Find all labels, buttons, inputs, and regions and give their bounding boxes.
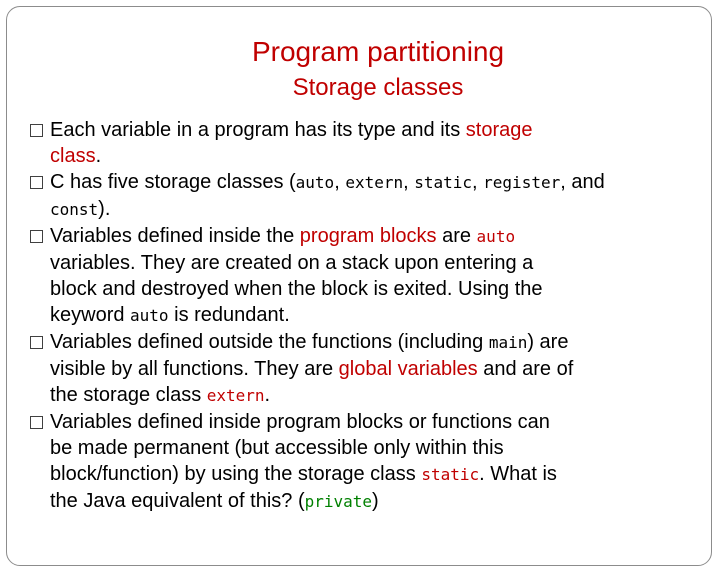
code-keyword: static (414, 173, 473, 192)
code-keyword: auto (130, 306, 169, 325)
highlight-text: class (50, 145, 96, 167)
code-keyword: auto (295, 173, 335, 192)
bullet-line: variables. They are created on a stack upon entering a (50, 252, 534, 274)
code-keyword: private (304, 492, 373, 511)
bullet-line: Variables defined inside program blocks or functions can (50, 411, 550, 433)
bullet-list (30, 117, 690, 515)
checkbox-bullet-icon (30, 416, 43, 429)
checkbox-bullet-icon (30, 336, 43, 349)
slide-title: Program partitioning (251, 36, 505, 67)
bullet-line: Variables defined inside the program blocks are auto (50, 225, 516, 247)
code-keyword: auto (476, 227, 516, 246)
checkbox-bullet-icon (30, 124, 43, 137)
code-keyword: main (488, 333, 528, 352)
bullet-item (30, 409, 690, 515)
code-keyword: extern (206, 386, 265, 405)
code-keyword: extern (345, 173, 404, 192)
bullet-line: class. (50, 145, 102, 167)
code-keyword: register (483, 173, 561, 192)
bullet-item (30, 117, 690, 169)
slide-subtitle: Storage classes (292, 74, 464, 101)
bullet-item (30, 223, 690, 329)
highlight-text: program blocks (299, 225, 437, 247)
bullet-line: block/function) by using the storage class static. What is (50, 463, 557, 485)
code-keyword: static (421, 465, 480, 484)
bullet-line: block and destroyed when the block is exited. Using the (50, 278, 543, 300)
bullet-line: the storage class extern. (50, 384, 271, 406)
bullet-line: visible by all functions. They are global variables and are of (50, 358, 574, 380)
bullet-line: C has five storage classes (auto, extern, static, register, and (50, 171, 605, 193)
bullet-line: be made permanent (but accessible only within this (50, 437, 504, 459)
highlight-text: storage (465, 119, 533, 141)
bullet-line: Each variable in a program has its type and its storage (50, 119, 533, 141)
checkbox-bullet-icon (30, 230, 43, 243)
bullet-line: keyword auto is redundant. (50, 304, 290, 326)
bullet-item (30, 169, 690, 223)
bullet-line: const). (50, 198, 111, 220)
code-keyword: const (50, 200, 99, 219)
bullet-item (30, 329, 690, 409)
bullet-line: Variables defined outside the functions (including main) are (50, 331, 569, 353)
checkbox-bullet-icon (30, 176, 43, 189)
highlight-text: global variables (338, 358, 478, 380)
bullet-line: the Java equivalent of this? (private) (50, 490, 379, 512)
